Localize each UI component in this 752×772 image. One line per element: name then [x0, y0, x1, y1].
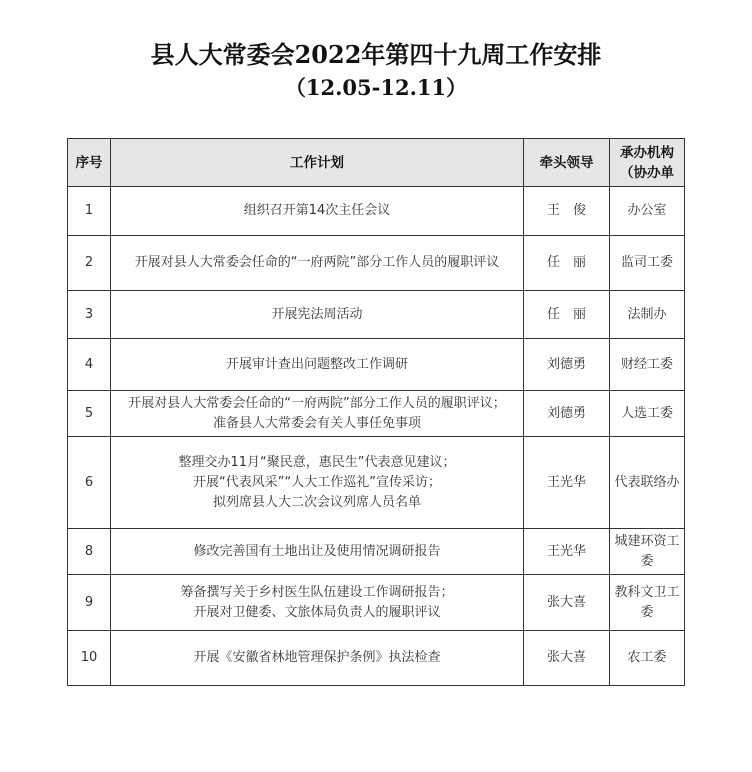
table-row	[68, 575, 685, 631]
leader-cell: 王 俊	[524, 187, 610, 236]
row-number-cell: 10	[68, 631, 111, 686]
table-row	[68, 339, 685, 391]
table-row	[68, 291, 685, 339]
org-cell: 办公室	[610, 187, 685, 236]
work-plan-cell	[111, 187, 524, 236]
leader-cell: 王光华	[524, 437, 610, 529]
leader-cell: 张大喜	[524, 631, 610, 686]
row-number-cell: 5	[68, 391, 111, 437]
leader-cell: 任 丽	[524, 291, 610, 339]
org-cell: 农工委	[610, 631, 685, 686]
work-plan-cell	[111, 391, 524, 437]
work-plan-line: 开展《安徽省林地管理保护条例》执法检查	[193, 650, 441, 665]
work-plan-line: 拟列席县人大二次会议列席人员名单	[212, 494, 421, 510]
table-row	[68, 187, 685, 236]
work-plan-line: 开展对县人大常委会任命的“一府两院”部分工作人员的履职评议；	[128, 395, 506, 411]
leader-cell: 张大喜	[524, 575, 610, 631]
row-number-cell: 4	[68, 339, 111, 391]
table-row	[68, 391, 685, 437]
work-plan-line: 筹备撰写关于乡村医生队伍建设工作调研报告；	[180, 584, 454, 600]
org-cell: 人选工委	[610, 391, 685, 437]
row-number-cell: 6	[68, 437, 111, 529]
table-row	[68, 631, 685, 686]
work-plan-line: 整理交办11月“聚民意，惠民生”代表意见建议；	[178, 454, 456, 470]
leader-cell: 刘德勇	[524, 339, 610, 391]
org-cell: 教科文卫工委	[610, 575, 685, 631]
schedule-table	[67, 138, 685, 686]
org-cell: 城建环资工委	[610, 529, 685, 575]
org-cell: 监司工委	[610, 236, 685, 291]
leader-cell: 王光华	[524, 529, 610, 575]
work-plan-line: 开展对卫健委、文旅体局负责人的履职评议	[193, 604, 441, 620]
org-cell: 法制办	[610, 291, 685, 339]
work-plan-cell	[111, 339, 524, 391]
work-plan-cell	[111, 236, 524, 291]
page-subtitle: （12.05-12.11）	[284, 75, 468, 100]
work-plan-cell	[111, 291, 524, 339]
row-number-cell: 2	[68, 236, 111, 291]
table-row	[68, 236, 685, 291]
work-plan-line: 开展审计查出问题整改工作调研	[225, 356, 408, 372]
row-number-cell: 1	[68, 187, 111, 236]
work-plan-cell	[111, 575, 524, 631]
row-number-cell: 3	[68, 291, 111, 339]
work-plan-line: 准备县人大常委会有关人事任免事项	[212, 415, 421, 431]
table-row	[68, 437, 685, 529]
column-header-leader: 牵头领导	[524, 139, 610, 187]
table-row	[68, 529, 685, 575]
work-plan-cell	[111, 631, 524, 686]
work-plan-line: 修改完善国有土地出让及使用情况调研报告	[193, 543, 441, 559]
leader-cell: 刘德勇	[524, 391, 610, 437]
leader-cell: 任 丽	[524, 236, 610, 291]
org-cell: 财经工委	[610, 339, 685, 391]
work-plan-line: 组织召开第14次主任会议	[243, 203, 391, 218]
column-header-org: 承办机构（协办单	[610, 139, 685, 187]
work-plan-line: 开展宪法周活动	[271, 306, 363, 322]
row-number-cell: 9	[68, 575, 111, 631]
work-plan-cell	[111, 529, 524, 575]
table-header-row	[68, 139, 685, 187]
page-title: 县人大常委会2022年第四十九周工作安排	[150, 40, 602, 69]
row-number-cell: 8	[68, 529, 111, 575]
work-plan-line: 开展“代表风采”“人大工作巡礼”宣传采访；	[193, 474, 441, 490]
org-cell: 代表联络办	[610, 437, 685, 529]
column-header-plan: 工作计划	[111, 139, 524, 187]
column-header-number: 序号	[68, 139, 111, 187]
work-plan-cell	[111, 437, 524, 529]
work-plan-line: 开展对县人大常委会任命的“一府两院”部分工作人员的履职评议	[134, 255, 500, 270]
